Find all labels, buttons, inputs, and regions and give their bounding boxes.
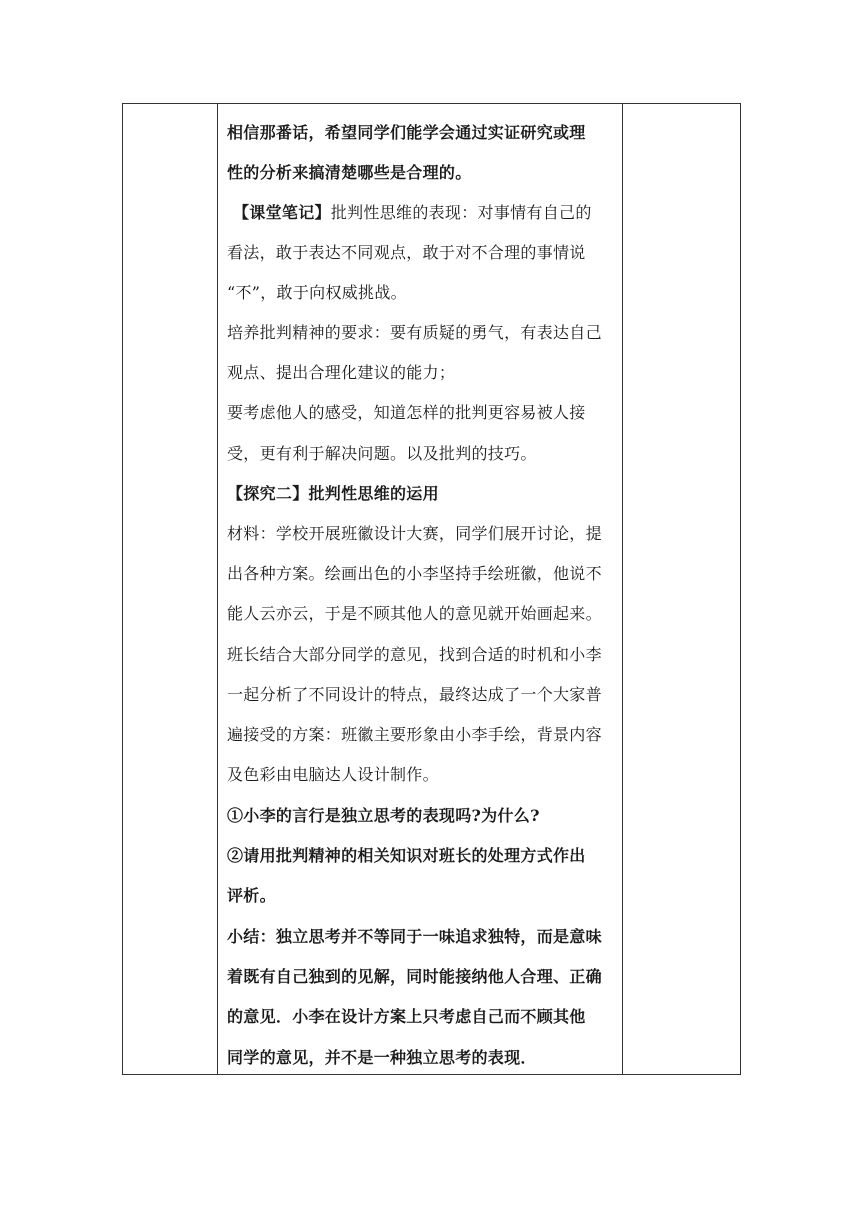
- text-line: 受，更有利于解决问题。以及批判的技巧。: [227, 444, 537, 463]
- text-line: 要考虑他人的感受，知道怎样的批判更容易被人接: [227, 403, 586, 422]
- text-line: 培养批判精神的要求：要有质疑的勇气，有表达自己: [227, 323, 602, 342]
- text-line: 性的分析来搞清楚哪些是合理的。: [227, 163, 472, 182]
- question-2: ②请用批判精神的相关知识对班长的处理方式作出: [227, 846, 586, 865]
- text-line: 及色彩由电脑达人设计制作。: [227, 765, 439, 784]
- summary-line: 同学的意见，并不是一种独立思考的表现．: [227, 1048, 537, 1067]
- text-line: 材料：学校开展班徽设计大赛，同学们展开讨论，提: [227, 524, 602, 543]
- summary-line: 小结：独立思考并不等同于一味追求独特，而是意味: [227, 927, 602, 946]
- text-line: 观点、提出合理化建议的能力；: [227, 363, 456, 382]
- summary-line: 着既有自己独到的见解，同时能接纳他人合理、正确: [227, 967, 602, 986]
- text-line: 遍接受的方案：班徽主要形象由小李手绘，背景内容: [227, 725, 602, 744]
- notes-line: [233, 202, 592, 224]
- text-line: 相信那番话，希望同学们能学会通过实证研究或理: [227, 123, 586, 142]
- question-1: ①小李的言行是独立思考的表现吗?为什么?: [227, 806, 540, 825]
- text-line: 能人云亦云，于是不顾其他人的意见就开始画起来。: [227, 604, 602, 623]
- column-divider-left: [217, 104, 218, 1074]
- summary-line: 的意见．小李在设计方案上只考虑自己而不顾其他: [227, 1007, 586, 1026]
- section-heading: 【探究二】批判性思维的运用: [227, 484, 439, 503]
- question-2-continued: 评析。: [227, 886, 276, 905]
- text-line: “不”，敢于向权威挑战。: [227, 283, 407, 302]
- notes-label: 【课堂笔记】: [233, 203, 331, 222]
- text-line: 出各种方案。绘画出色的小李坚持手绘班徽，他说不: [227, 564, 602, 583]
- text-line: 一起分析了不同设计的特点，最终达成了一个大家普: [227, 685, 602, 704]
- text-line: 看法，敢于表达不同观点，敢于对不合理的事情说: [227, 243, 586, 262]
- notes-text: 批判性思维的表现：对事情有自己的: [330, 203, 592, 222]
- column-divider-right: [622, 104, 623, 1074]
- text-line: 班长结合大部分同学的意见，找到合适的时机和小李: [227, 645, 602, 664]
